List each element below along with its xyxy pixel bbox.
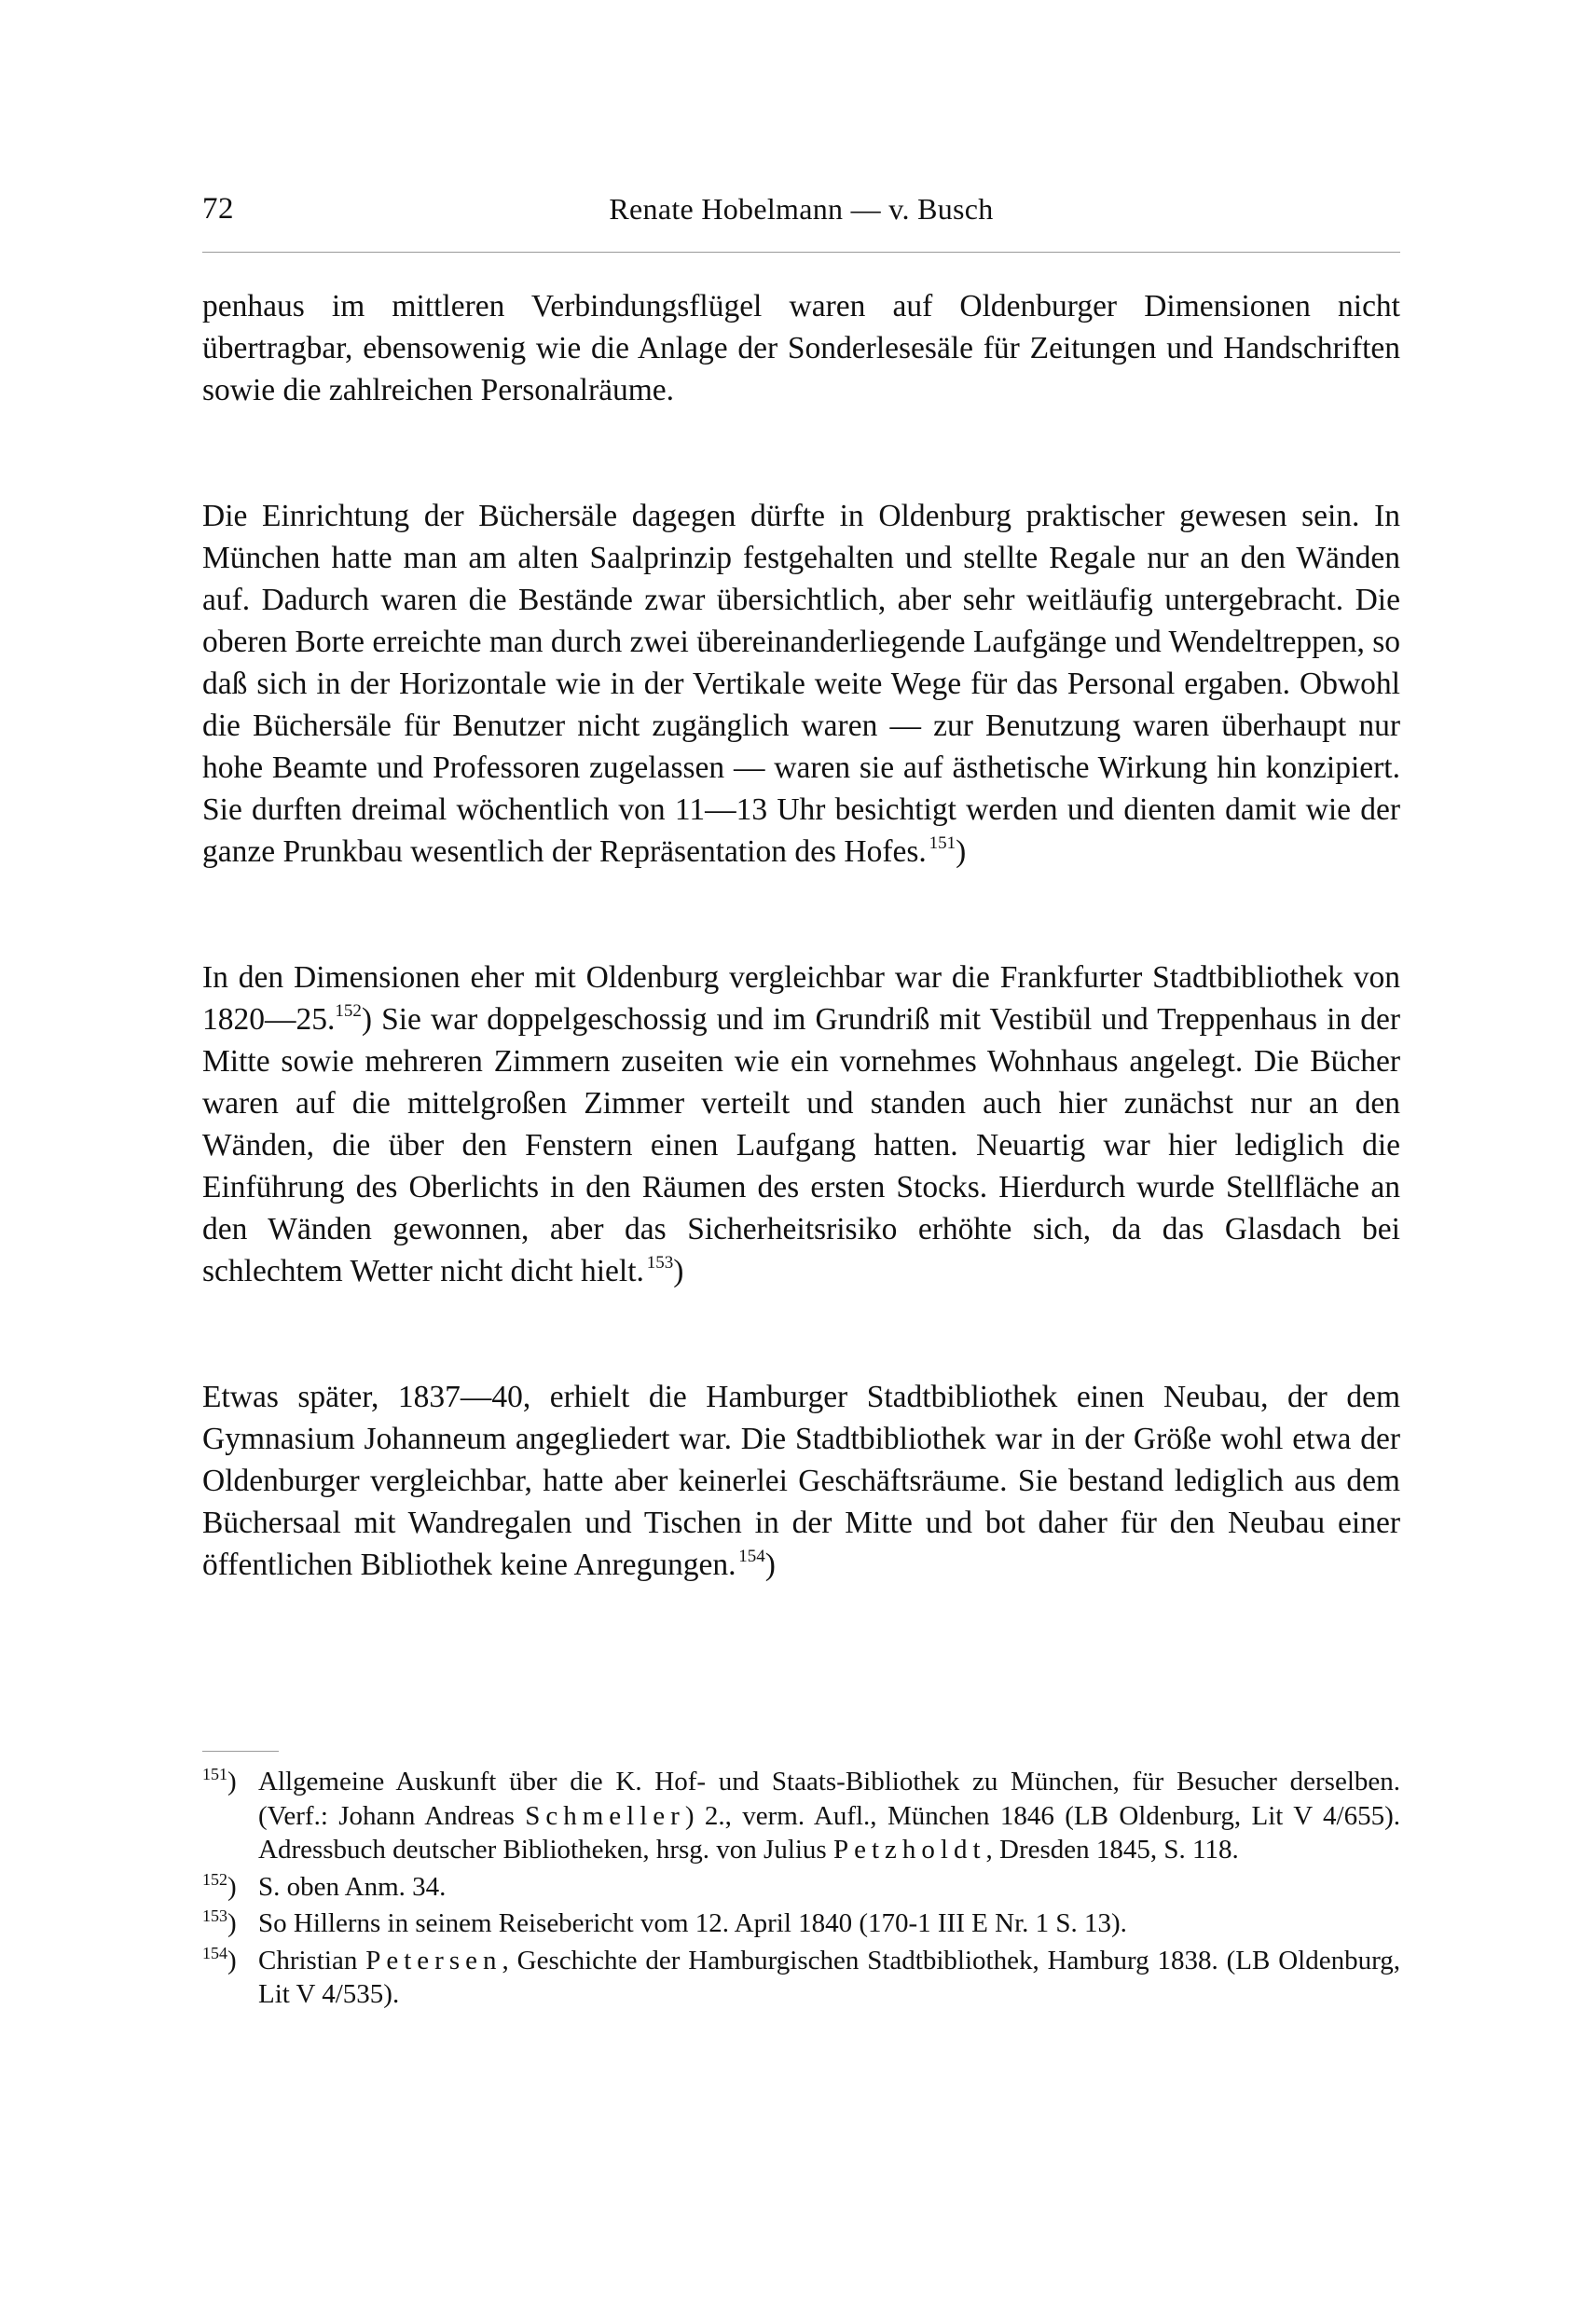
footnote-text [258, 1944, 1400, 2012]
footnote [202, 1944, 1400, 2012]
footnote-ref-number: 154 [738, 1547, 765, 1566]
footnote-number: $^{153}$) [202, 1906, 237, 1938]
footnote [202, 1870, 1400, 1905]
footnote-text-part: , Geschichte der Hamburgischen Stadtbibliothek, Hamburg 1838. (LB Oldenburg, Lit V 4/535). [258, 1945, 1400, 2009]
footnote-text: S. oben Anm. 34. [258, 1871, 447, 1902]
footnote-number: $^{152}$) [202, 1869, 237, 1902]
author-name: Petersen [365, 1945, 502, 1975]
footnote-ref[interactable]: $^{151}$) [929, 833, 967, 869]
footnote-text-part: Christian [258, 1945, 366, 1975]
footnote-ref-number: 151 [929, 833, 956, 853]
footnotes [202, 1765, 1400, 2015]
paragraph-text: Die Einrichtung der Büchersäle dagegen dürfte in Oldenburg praktischer gewesen sein. In München hatte man am alten Saalprinzip festgehalten und stellte Regale nur an den Wänden auf. Dadurch waren die Bestände zwar übersichtlich, aber sehr weitläufig untergebracht. Die oberen Borte erreichte man durch zwei übereinanderliegende Laufgänge und Wendeltreppen, so daß sich in der Horizontale wie in der Vertikale weite Wege für das Personal ergaben. Obwohl die Büchersäle für Benutzer nicht zugänglich waren — zur Benutzung waren überhaupt nur hohe Beamte und Professoren zugelassen — waren sie auf ästhetische Wirkung hin konzipiert. Sie durften dreimal wöchentlich von 11—13 Uhr besichtigt werden und dienten damit wie der ganze Prunkbau wesentlich der Repräsentation des Hofes. [202, 499, 1400, 869]
footnote-number-value: 152 [202, 1869, 227, 1889]
footnote-text: So Hillerns in seinem Reisebericht vom 12. April 1840 (170-1 III E Nr. 1 S. 13). [258, 1908, 1127, 1938]
footnote-ref-number: 153 [646, 1253, 674, 1273]
footnote-number-value: 153 [202, 1906, 227, 1925]
body-text [202, 285, 1400, 1586]
footnote-number: $^{151}$) [202, 1765, 237, 1796]
paragraph-text: In den Dimensionen eher mit Oldenburg vergleichbar war die Frankfurter Stadtbibliothek von 1820—25. [202, 960, 1400, 1037]
footnote-number-value: 154 [202, 1943, 227, 1962]
author-name: Schmeller [525, 1800, 685, 1831]
footnote-number-value: 151 [202, 1765, 227, 1783]
author-name: Petzholdt [832, 1835, 986, 1865]
paragraph-text: penhaus im mittleren Verbindungsflügel waren auf Oldenburger Dimensionen nicht übertragbar, ebensowenig wie die Anlage der Sonderlesesäle für Zeitungen und Handschriften sowie die zahlreichen Personalräume. [202, 289, 1400, 407]
page-header [202, 192, 1400, 229]
paragraph-text: Etwas später, 1837—40, erhielt die Hamburger Stadtbibliothek einen Neubau, der dem Gymnasium Johanneum angegliedert war. Die Stadtbibliothek war in der Größe wohl etwa der Oldenburger vergleichbar, hatte aber keinerlei Geschäftsräume. Sie bestand lediglich aus dem Büchersaal mit Wandregalen und Tischen in der Mitte und bot daher für den Neubau einer öffentlichen Bibliothek keine Anregungen. [202, 1380, 1400, 1582]
footnote-text-part: , Dresden 1845, S. 118. [985, 1835, 1239, 1865]
footnote-number: $^{154}$) [202, 1943, 237, 1975]
paragraph-text: Sie war doppelgeschossig und im Grundriß mit Vestibül und Treppenhaus in der Mitte sowie mehreren Zimmern zuseiten wie ein vornehmes Wohnhaus angelegt. Die Bücher waren auf die mittelgroßen Zimmer verteilt und standen auch hier zunächst nur an den Wänden, die über den Fenstern einen Laufgang hatten. Neuartig war hier lediglich die Einführung des Oberlichts in den Räumen des ersten Stocks. Hierdurch wurde Stellfläche an den Wänden gewonnen, aber das Sicherheitsrisiko erhöhte sich, da das Glasdach bei schlechtem Wetter nicht dicht hielt. [202, 1002, 1400, 1288]
running-head: Renate Hobelmann — v. Busch [609, 192, 994, 226]
footnote-ref[interactable]: $^{152}$) [335, 1001, 373, 1037]
footnote [202, 1765, 1400, 1867]
footnote-rule [202, 1751, 279, 1752]
footnote-ref[interactable]: $^{153}$) [646, 1253, 684, 1288]
page-number: 72 [202, 192, 234, 226]
paragraph [202, 285, 1400, 411]
footnote [202, 1906, 1400, 1941]
footnote-text-part: ) 2., verm. Aufl., München 1846 (LB Oldenburg, Lit V 4/655). Adressbuch deutscher Bibliotheken, hrsg. von Julius [258, 1800, 1400, 1865]
paragraph [202, 1376, 1400, 1586]
header-rule [202, 252, 1400, 253]
paragraph [202, 956, 1400, 1292]
footnote-text-part: Allgemeine Auskunft über die K. Hof- und Staats-Bibliothek zu München, für Besucher derselben. (Verf.: Johann Andreas [258, 1767, 1400, 1831]
paragraph [202, 495, 1400, 873]
footnote-ref-number: 152 [335, 1001, 362, 1021]
footnote-text [258, 1765, 1400, 1867]
footnote-ref[interactable]: $^{154}$) [738, 1547, 776, 1582]
